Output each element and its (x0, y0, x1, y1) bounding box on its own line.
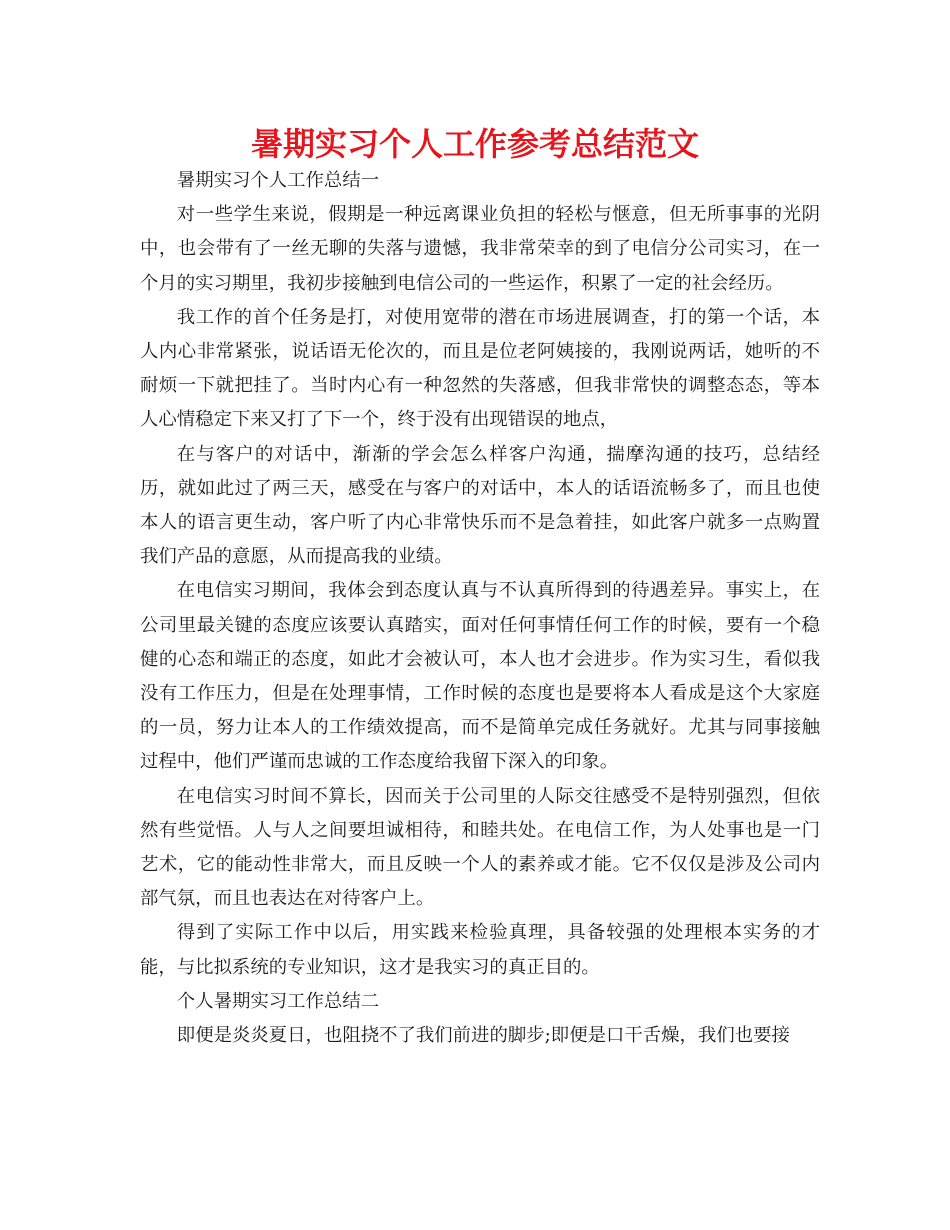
section-heading-2: 个人暑期实习工作总结二 (176, 990, 380, 1012)
body-paragraph: 得到了实际工作中以后，用实践来检验真理，具备较强的处理根本实务的才能，与比拟系统的专业知识，这才是我实习的真正目的。 (140, 922, 820, 978)
body-paragraph: 我工作的首个任务是打，对使用宽带的潜在市场进展调查，打的第一个话，本人内心非常紧张，说话语无伦次的，而且是位老阿姨接的，我刚说两话，她听的不耐烦一下就把挂了。当时内心有一种忽然的失落感，但我非常快的调整态态，等本人心情稳定下来又打了下一个，终于没有出现错误的地点， (140, 306, 820, 431)
body-paragraph: 即便是炎炎夏日，也阻挠不了我们前进的脚步;即便是口干舌燥，我们也要接 (176, 1025, 790, 1047)
document-title: 暑期实习个人工作参考总结范文 (250, 125, 699, 163)
body-paragraph: 在与客户的对话中，渐渐的学会怎么样客户沟通，揣摩沟通的技巧，总结经历，就如此过了两三天，感受在与客户的对话中，本人的话语流畅多了，而且也使本人的语言更生动，客户听了内心非常快乐而不是急着挂，如此客户就多一点购置我们产品的意愿，从而提高我的业绩。 (140, 443, 820, 568)
section-heading-1: 暑期实习个人工作总结一 (176, 170, 380, 191)
body-paragraph: 在电信实习时间不算长，因而关于公司里的人际交往感受不是特别强烈，但依然有些觉悟。人与人之间要坦诚相待，和睦共处。在电信工作，为人处事也是一门艺术，它的能动性非常大，而且反映一个人的素养或才能。它不仅仅是涉及公司内部气氛，而且也表达在对待客户上。 (140, 785, 820, 910)
body-paragraph: 在电信实习期间，我体会到态度认真与不认真所得到的待遇差异。事实上，在公司里最关键的态度应该要认真踏实，面对任何事情任何工作的时候，要有一个稳健的心态和端正的态度，如此才会被认可，本人也才会进步。作为实习生，看似我没有工作压力，但是在处理事情，工作时候的态度也是要将本人看成是这个大家庭的一员，努力让本人的工作绩效提高，而不是简单完成任务就好。尤其与同事接触过程中，他们严谨而忠诚的工作态度给我留下深入的印象。 (140, 580, 820, 773)
body-paragraph: 对一些学生来说，假期是一种远离课业负担的轻松与惬意，但无所事事的光阴中，也会带有了一丝无聊的失落与遗憾，我非常荣幸的到了电信分公司实习，在一个月的实习期里，我初步接触到电信公司的一些运作，积累了一定的社会经历。 (140, 204, 820, 294)
document-body (140, 164, 820, 1053)
